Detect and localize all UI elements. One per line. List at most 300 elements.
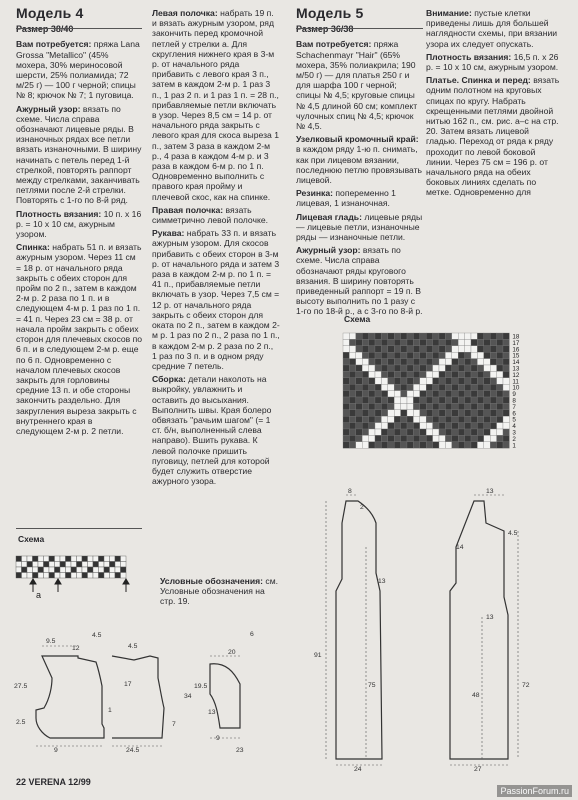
model5-chart-cell xyxy=(394,410,400,416)
model5-chart-cell xyxy=(452,333,458,339)
model4-chart-cell xyxy=(27,567,33,573)
model5-chart-cell xyxy=(362,429,368,435)
model5-chart-cell xyxy=(433,435,439,441)
model5-chart-cell xyxy=(343,384,349,390)
model4-scheme-title: Схема xyxy=(18,534,45,544)
model5-chart-cell xyxy=(362,391,368,397)
m5-dim-91: 91 xyxy=(314,652,322,659)
model5-chart-cell xyxy=(381,410,387,416)
model5-chart-cell xyxy=(413,403,419,409)
model5-chart-cell xyxy=(445,410,451,416)
model5-chart-cell xyxy=(484,352,490,358)
model5-column-4 xyxy=(426,8,560,201)
model5-chart-cell xyxy=(471,391,477,397)
model5-chart-cell xyxy=(433,416,439,422)
model5-chart-cell xyxy=(413,410,419,416)
model5-chart-cell xyxy=(381,333,387,339)
m5-dim-48: 48 xyxy=(472,692,480,699)
model4-sleeve: Рукава: набрать 33 п. и вязать ажурным узором. Для скосов прибавить с обеих сторон в 3-м р. от начального ряда и затем 3 раза в каждом 2-м р. по 1 п. = 41 п., прибавляемые петли включать в узор. Через 7,5 см = 12 р. от начального ряда закрыть с обеих сторон для оката по 2 п., затем в каждом 2-м р. 1 раз по 2 п., 2 раза по 1 п., в каждом 2-м р. 2 раза по 2 п., 1 раз по 3 п. и в одном ряду средние 7 петель. xyxy=(152,228,280,371)
model4-chart-cell xyxy=(27,562,33,568)
model5-chart-cell xyxy=(484,442,490,448)
model5-chart-cell xyxy=(420,333,426,339)
model4-chart-cell xyxy=(27,573,33,579)
model5-row-number: 14 xyxy=(512,359,520,367)
model5-chart-cell xyxy=(439,442,445,448)
model5-chart-cell xyxy=(465,403,471,409)
model5-chart-cell xyxy=(490,359,496,365)
model5-chart-cell xyxy=(465,365,471,371)
model5-chart-cell xyxy=(401,339,407,345)
model5-chart-cell xyxy=(452,339,458,345)
model5-chart-cell xyxy=(458,359,464,365)
model5-chart-cell xyxy=(381,339,387,345)
model4-right-front: Правая полочка: вязать симметрично левой полочке. xyxy=(152,204,268,226)
model4-chart-cell xyxy=(115,567,121,573)
model4-chart-cell xyxy=(99,567,105,573)
model5-chart-cell xyxy=(503,423,509,429)
model5-chart-cell xyxy=(503,442,509,448)
model5-chart-cell xyxy=(375,352,381,358)
model4-chart-cell xyxy=(121,573,127,579)
model5-dress-pattern xyxy=(296,487,566,772)
model5-chart-cell xyxy=(490,365,496,371)
model5-chart-cell xyxy=(471,435,477,441)
model5-chart-cell xyxy=(401,435,407,441)
model5-chart-cell xyxy=(471,378,477,384)
model5-chart-cell xyxy=(452,403,458,409)
model5-row-number: 6 xyxy=(512,410,516,418)
model5-chart-cell xyxy=(413,346,419,352)
model5-chart-cell xyxy=(407,442,413,448)
model5-chart-cell xyxy=(490,442,496,448)
model5-chart-cell xyxy=(426,378,432,384)
model5-row-number: 12 xyxy=(512,371,520,379)
model5-chart-cell xyxy=(458,442,464,448)
model4-chart-cell xyxy=(115,562,121,568)
model5-chart-cell xyxy=(426,346,432,352)
model5-chart-cell xyxy=(465,416,471,422)
model5-chart-cell xyxy=(471,442,477,448)
model5-chart-cell xyxy=(349,403,355,409)
model5-chart-cell xyxy=(439,416,445,422)
model5-chart-cell xyxy=(426,435,432,441)
model5-chart-cell xyxy=(349,442,355,448)
model5-row-number: 18 xyxy=(512,333,520,341)
model5-chart-cell xyxy=(484,384,490,390)
model4-chart-cell xyxy=(44,562,50,568)
model5-chart-cell xyxy=(426,339,432,345)
model4-chart-cell xyxy=(99,562,105,568)
dim-275: 27.5 xyxy=(14,683,28,690)
model5-chart-cell xyxy=(484,397,490,403)
model4-chart-cell xyxy=(77,556,83,562)
model4-chart-cell xyxy=(104,556,110,562)
model5-chart-cell xyxy=(465,333,471,339)
model5-chart-cell xyxy=(503,346,509,352)
model4-chart-cell xyxy=(49,567,55,573)
model5-chart-cell xyxy=(445,371,451,377)
model5-chart-cell xyxy=(394,391,400,397)
model5-chart-cell xyxy=(394,397,400,403)
model5-chart-cell xyxy=(503,384,509,390)
model5-chart-cell xyxy=(426,384,432,390)
model5-chart-cell xyxy=(439,435,445,441)
model4-title-rule xyxy=(16,28,142,29)
model5-chart-cell xyxy=(375,403,381,409)
model5-chart-cell xyxy=(420,416,426,422)
model5-chart-cell xyxy=(445,423,451,429)
model5-chart-cell xyxy=(369,346,375,352)
model5-row-number: 2 xyxy=(512,435,516,443)
model4-title: Модель 4 xyxy=(16,5,84,21)
model5-chart-cell xyxy=(471,352,477,358)
model5-chart-cell xyxy=(477,339,483,345)
model5-chart-cell xyxy=(452,384,458,390)
model5-chart-cell xyxy=(497,403,503,409)
model4-chart-cell xyxy=(110,567,116,573)
model5-title-rule xyxy=(296,28,423,29)
model5-chart-cell xyxy=(413,371,419,377)
model5-row-number: 9 xyxy=(512,391,516,399)
model4-chart-cell xyxy=(16,567,22,573)
model5-chart-cell xyxy=(439,365,445,371)
model5-chart-cell xyxy=(465,397,471,403)
model5-chart-cell xyxy=(477,429,483,435)
model5-chart-cell xyxy=(490,423,496,429)
model4-chart-cell xyxy=(82,573,88,579)
model5-chart-cell xyxy=(407,397,413,403)
m5-dim-13a: 13 xyxy=(378,578,386,585)
model5-chart-cell xyxy=(445,378,451,384)
model5-chart-cell xyxy=(490,339,496,345)
model5-chart-cell xyxy=(433,371,439,377)
model5-chart-cell xyxy=(420,423,426,429)
model5-chart-cell xyxy=(445,391,451,397)
model5-chart-cell xyxy=(356,384,362,390)
model5-chart-cell xyxy=(413,429,419,435)
model5-chart-cell xyxy=(490,346,496,352)
model5-chart-cell xyxy=(375,333,381,339)
model5-chart-cell xyxy=(490,371,496,377)
model4-chart-cell xyxy=(27,556,33,562)
model5-chart-cell xyxy=(497,423,503,429)
model5-chart-cell xyxy=(452,352,458,358)
model5-chart-cell xyxy=(471,416,477,422)
model5-chart-cell xyxy=(413,339,419,345)
model5-chart-cell xyxy=(394,435,400,441)
model5-chart-cell xyxy=(394,423,400,429)
model5-chart-cell xyxy=(362,333,368,339)
dim-45a: 4.5 xyxy=(92,632,102,639)
model4-stitch-chart xyxy=(14,550,139,600)
model5-chart-cell xyxy=(369,435,375,441)
model5-chart-cell xyxy=(445,384,451,390)
model5-title: Модель 5 xyxy=(296,5,364,21)
model4-chart-cell xyxy=(121,567,127,573)
model5-chart-cell xyxy=(381,378,387,384)
model4-chart-cell xyxy=(104,562,110,568)
model5-chart-cell xyxy=(356,391,362,397)
model5-chart-cell xyxy=(426,365,432,371)
model5-chart-cell xyxy=(349,365,355,371)
model5-chart-cell xyxy=(381,423,387,429)
model5-chart-cell xyxy=(497,429,503,435)
model5-row-number: 11 xyxy=(512,378,519,386)
model5-chart-cell xyxy=(356,365,362,371)
model5-chart-cell xyxy=(356,359,362,365)
model5-chart-cell xyxy=(413,384,419,390)
model5-chart-cell xyxy=(465,339,471,345)
model5-chart-cell xyxy=(477,403,483,409)
model5-chart-cell xyxy=(407,371,413,377)
model5-chart-cell xyxy=(420,397,426,403)
model5-chart-cell xyxy=(433,365,439,371)
model5-chart-cell xyxy=(343,423,349,429)
model5-chart-cell xyxy=(452,378,458,384)
model5-chart-cell xyxy=(413,378,419,384)
model5-chart-cell xyxy=(420,435,426,441)
model5-chart-cell xyxy=(394,429,400,435)
model5-chart-cell xyxy=(388,359,394,365)
model5-chart-cell xyxy=(401,416,407,422)
model5-chart-cell xyxy=(465,359,471,365)
model5-chart-cell xyxy=(433,442,439,448)
model5-chart-cell xyxy=(381,403,387,409)
model5-chart-cell xyxy=(394,416,400,422)
model5-chart-cell xyxy=(381,429,387,435)
model5-row-number: 1 xyxy=(512,442,516,450)
model5-chart-cell xyxy=(458,352,464,358)
model5-column-3 xyxy=(296,5,423,320)
model5-chart-cell xyxy=(369,410,375,416)
model4-density: Плотность вязания: 10 п. х 16 р. = 10 х 10 см, ажурным узором. xyxy=(16,208,142,240)
model5-chart-cell xyxy=(465,442,471,448)
model4-chart-cell xyxy=(71,556,77,562)
model5-chart-cell xyxy=(343,352,349,358)
model5-chart-cell xyxy=(503,378,509,384)
model5-chart-cell xyxy=(465,423,471,429)
model5-chart-cell xyxy=(477,333,483,339)
model5-chart-cell xyxy=(394,352,400,358)
model5-chart-cell xyxy=(471,333,477,339)
model5-chart-cell xyxy=(388,365,394,371)
dim-34: 34 xyxy=(184,693,192,700)
model5-chart-cell xyxy=(388,397,394,403)
model5-chart-cell xyxy=(381,371,387,377)
model5-chart-cell xyxy=(375,416,381,422)
model5-chart-cell xyxy=(394,333,400,339)
model5-chart-cell xyxy=(401,365,407,371)
dim-9b: 9 xyxy=(216,735,220,742)
model5-chart-cell xyxy=(420,429,426,435)
model5-chart-cell xyxy=(375,365,381,371)
model5-chart-cell xyxy=(349,378,355,384)
model5-chart-cell xyxy=(407,339,413,345)
model4-chart-cell xyxy=(60,567,66,573)
model5-chart-cell xyxy=(465,371,471,377)
model5-chart-cell xyxy=(445,403,451,409)
model5-chart-cell xyxy=(503,403,509,409)
model5-chart-cell xyxy=(439,384,445,390)
model5-chart-cell xyxy=(388,403,394,409)
model5-chart-cell xyxy=(407,384,413,390)
model5-chart-cell xyxy=(433,391,439,397)
model5-chart-cell xyxy=(413,397,419,403)
model5-chart-cell xyxy=(349,352,355,358)
model5-chart-cell xyxy=(452,416,458,422)
model5-chart-cell xyxy=(362,403,368,409)
page-footer: 22 VERENA 12/99 xyxy=(16,777,91,787)
model5-chart-cell xyxy=(381,435,387,441)
model5-chart-cell xyxy=(381,359,387,365)
model4-legend: Условные обозначения: см. Условные обозначения на стр. 19. xyxy=(160,576,278,607)
model5-chart-cell xyxy=(452,397,458,403)
model5-chart-cell xyxy=(484,359,490,365)
model5-chart-cell xyxy=(394,339,400,345)
model5-chart-cell xyxy=(433,352,439,358)
dim-195: 19.5 xyxy=(194,683,208,690)
watermark: PassionForum.ru xyxy=(497,785,572,797)
model5-chart-cell xyxy=(388,352,394,358)
model5-chart-cell xyxy=(343,429,349,435)
model5-chart-cell xyxy=(401,352,407,358)
model5-chart-cell xyxy=(471,423,477,429)
model5-chart-cell xyxy=(394,359,400,365)
model4-chart-cell xyxy=(93,573,99,579)
model5-chart-cell xyxy=(369,442,375,448)
model5-chart-cell xyxy=(503,391,509,397)
model4-materials: Вам потребуется: пряжа Lana Grossa "Metallico" (45% мохера, 30% мериносовой шерсти, 25% полиамида; 72 м/25 г) — 100 г черной; спицы № 8; крючок № 7; 1 пуговица. xyxy=(16,39,140,101)
model5-chart-cell xyxy=(356,333,362,339)
model5-chart-cell xyxy=(465,410,471,416)
model5-chart-cell xyxy=(407,352,413,358)
model5-row-number: 4 xyxy=(512,423,516,431)
model5-chart-cell xyxy=(343,397,349,403)
model5-chart-cell xyxy=(349,339,355,345)
model4-chart-cell xyxy=(55,573,61,579)
model5-chart-cell xyxy=(497,333,503,339)
model5-chart-cell xyxy=(401,359,407,365)
model5-chart-cell xyxy=(445,339,451,345)
model4-chart-cell xyxy=(115,573,121,579)
model5-chart-cell xyxy=(497,416,503,422)
model5-chart-cell xyxy=(343,333,349,339)
model5-chart-cell xyxy=(471,365,477,371)
model4-chart-cell xyxy=(55,556,61,562)
model5-chart-cell xyxy=(343,442,349,448)
model5-dress: Платье. Спинка и перед: вязать одним полотном на круговых спицах по кругу. Набрать скрещенными петлями двойной нитью 162 п., см. рис. а–с на стр. 20. Затем вязать лицевой гладью. Переход от ряда к ряду проходит по левой боковой линии. Через 75 см = 196 р. от начального ряда на обеих боковых линиях сделать по метке. Одновременно для xyxy=(426,75,560,198)
model5-chart-cell xyxy=(343,391,349,397)
model5-chart-cell xyxy=(490,410,496,416)
model5-chart-cell xyxy=(497,352,503,358)
model5-chart-cell xyxy=(452,423,458,429)
model5-chart-cell xyxy=(407,410,413,416)
model5-chart-cell xyxy=(426,352,432,358)
model4-chart-cell xyxy=(55,567,61,573)
model5-chart-cell xyxy=(452,442,458,448)
model5-chart-cell xyxy=(381,442,387,448)
model5-chart-cell xyxy=(458,397,464,403)
model5-edge: Узелковый кромочный край: в каждом ряду 1-ю п. снимать, как при лицевом вязании, последнюю петлю провязывать лицевой. xyxy=(296,134,423,186)
model5-chart-cell xyxy=(490,352,496,358)
model5-chart-cell xyxy=(458,346,464,352)
dim-95: 9.5 xyxy=(46,638,56,645)
model5-chart-cell xyxy=(452,371,458,377)
model5-chart-cell xyxy=(484,423,490,429)
model5-chart-cell xyxy=(465,352,471,358)
model5-chart-cell xyxy=(401,442,407,448)
model5-chart-cell xyxy=(375,378,381,384)
model5-chart-cell xyxy=(420,339,426,345)
dim-1: 1 xyxy=(108,707,112,714)
model4-chart-cell xyxy=(16,556,22,562)
model4-chart-cell xyxy=(82,567,88,573)
model4-chart-cell xyxy=(88,556,94,562)
model5-row-number: 16 xyxy=(512,346,520,354)
model4-chart-cell xyxy=(82,562,88,568)
model4-chart-cell xyxy=(22,562,28,568)
model5-chart-cell xyxy=(433,339,439,345)
m5-dim-27: 27 xyxy=(474,766,482,772)
model5-chart-cell xyxy=(413,359,419,365)
model5-chart-cell xyxy=(503,333,509,339)
model5-chart-cell xyxy=(356,352,362,358)
model5-chart-cell xyxy=(433,423,439,429)
model5-chart-cell xyxy=(503,339,509,345)
model5-chart-cell xyxy=(439,359,445,365)
model4-chart-cell xyxy=(38,567,44,573)
dim-6: 6 xyxy=(250,631,254,638)
model5-row-number: 5 xyxy=(512,416,516,424)
model5-chart-cell xyxy=(362,410,368,416)
model5-chart-cell xyxy=(497,442,503,448)
model5-chart-cell xyxy=(439,346,445,352)
model4-chart-cell xyxy=(104,567,110,573)
model4-chart-cell xyxy=(60,556,66,562)
model4-chart-cell xyxy=(121,562,127,568)
model5-chart-cell xyxy=(445,333,451,339)
model5-chart-cell xyxy=(477,371,483,377)
model5-chart-cell xyxy=(420,371,426,377)
model5-chart-cell xyxy=(426,371,432,377)
model5-chart-cell xyxy=(401,378,407,384)
model5-chart-cell xyxy=(426,391,432,397)
model5-chart-cell xyxy=(477,384,483,390)
model5-chart-cell xyxy=(503,410,509,416)
model5-chart-cell xyxy=(369,339,375,345)
model5-chart-cell xyxy=(490,397,496,403)
model5-chart-cell xyxy=(356,423,362,429)
model5-chart-cell xyxy=(356,397,362,403)
model5-chart-cell xyxy=(445,365,451,371)
model5-chart-cell xyxy=(343,378,349,384)
model5-chart-cell xyxy=(369,365,375,371)
model5-size: Размер 36/38 xyxy=(296,24,354,35)
model5-chart-cell xyxy=(362,359,368,365)
model5-chart-cell xyxy=(484,410,490,416)
model5-chart-cell xyxy=(369,403,375,409)
model5-chart-cell xyxy=(452,410,458,416)
model4-chart-cell xyxy=(22,573,28,579)
model5-chart-cell xyxy=(420,352,426,358)
model4-column-2 xyxy=(152,8,280,489)
model4-chart-cell xyxy=(88,567,94,573)
model5-chart-cell xyxy=(458,384,464,390)
model5-chart-cell xyxy=(349,423,355,429)
model5-chart-cell xyxy=(484,429,490,435)
model5-chart-cell xyxy=(433,410,439,416)
model5-chart-cell xyxy=(369,429,375,435)
